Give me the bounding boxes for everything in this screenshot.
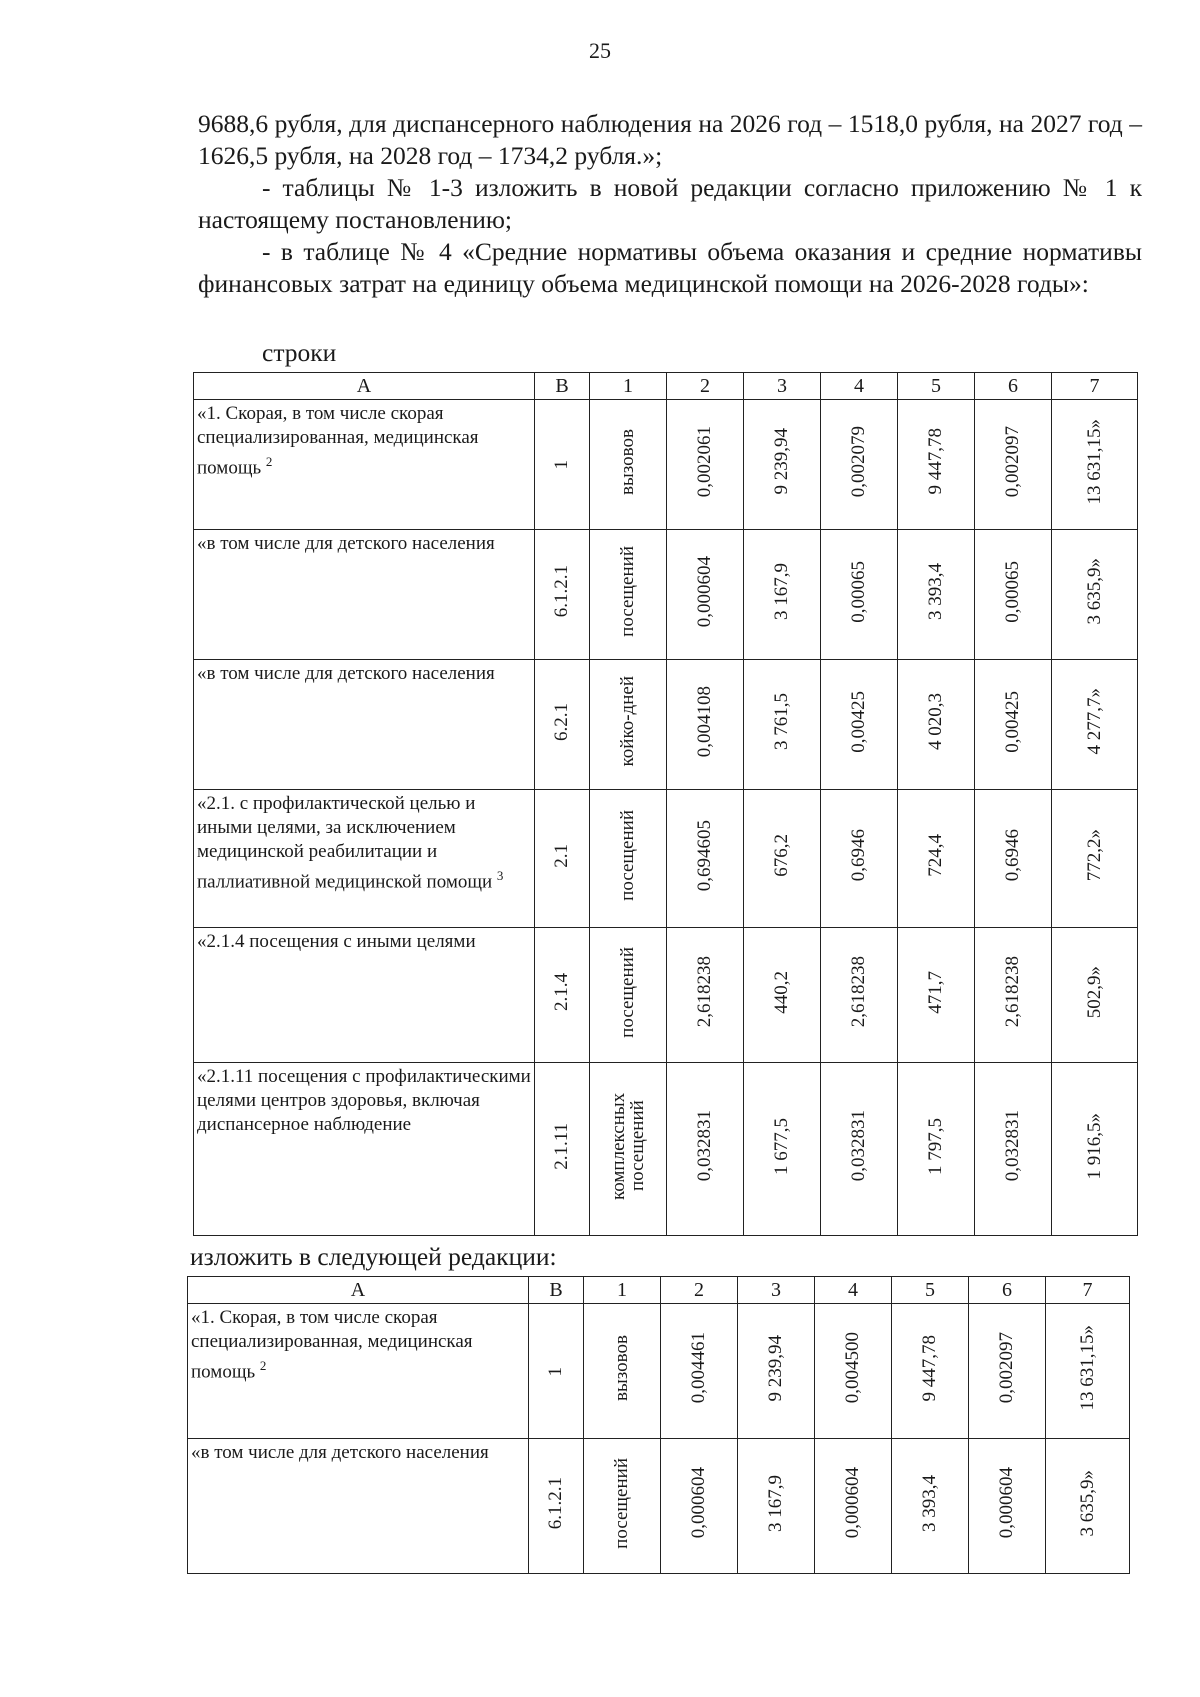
row-name-cell	[194, 790, 535, 928]
row-name: «2.1.11 посещения с профилактическими целями центров здоровья, включая диспансерное наблюдение	[197, 1066, 531, 1135]
row-code: 2.1.4	[551, 973, 572, 1011]
value: 0,694605	[694, 819, 715, 892]
row-unit: койко-дней	[617, 676, 638, 767]
value-cell	[821, 400, 898, 530]
header-cell: 4	[821, 373, 898, 400]
header-cell: 2	[667, 373, 744, 400]
value-cell	[815, 1304, 892, 1439]
value-cell	[975, 660, 1052, 790]
value-cell	[821, 790, 898, 928]
row-name-cell	[188, 1439, 529, 1574]
row-name: «в том числе для детского населения	[197, 533, 495, 554]
intro-paragraph-2: - таблицы № 1-3 изложить в новой редакции согласно приложению № 1 к настоящему постановлению;	[198, 173, 1142, 234]
row-unit: посещений	[617, 946, 638, 1038]
value: 4 277,7»	[1083, 688, 1105, 755]
table-row	[188, 1304, 1130, 1439]
value: 772,2»	[1083, 829, 1105, 882]
value: 2,618238	[848, 956, 869, 1028]
value-cell	[661, 1439, 738, 1574]
header-cell: В	[529, 1277, 584, 1304]
value-cell	[667, 928, 744, 1063]
row-name: «в том числе для детского населения	[197, 663, 495, 684]
value-cell	[667, 790, 744, 928]
value: 2,618238	[1002, 956, 1023, 1028]
value-cell	[975, 790, 1052, 928]
row-unit: комплексных посещений	[608, 1092, 648, 1200]
intro-paragraph-1: 9688,6 рубля, для диспансерного наблюдения на 2026 год – 1518,0 рубля, на 2027 год – 1626,5 рубля, на 2028 год – 1734,2 рубля.»;	[198, 109, 1142, 170]
row-code: 6.2.1	[551, 702, 572, 741]
row-code: 1	[545, 1366, 566, 1376]
row-name: «1. Скорая, в том числе скорая специализированная, медицинская помощь	[197, 403, 479, 479]
value-cell	[892, 1304, 969, 1439]
value: 0,000604	[688, 1467, 709, 1539]
row-code-cell	[535, 400, 590, 530]
value: 13 631,15»	[1076, 1325, 1098, 1411]
row-unit-cell	[590, 1063, 667, 1236]
value: 0,002097	[996, 1332, 1017, 1404]
footnote-mark: 3	[496, 868, 504, 883]
row-name: «1. Скорая, в том числе скорая специализированная, медицинская помощь	[191, 1307, 473, 1383]
value: 3 167,9	[765, 1474, 786, 1532]
value: 3 393,4	[919, 1474, 940, 1532]
value-cell	[975, 530, 1052, 660]
value: 0,002079	[848, 425, 869, 498]
footnote-mark: 2	[265, 454, 273, 469]
value: 0,00065	[848, 560, 869, 623]
value-cell	[815, 1439, 892, 1574]
row-code: 6.1.2.1	[545, 1476, 566, 1530]
value-cell	[892, 1439, 969, 1574]
value-cell	[898, 928, 975, 1063]
intro-paragraph-3: - в таблице № 4 «Средние нормативы объема оказания и средние нормативы финансовых затрат на единицу объема медицинской помощи на 2026-2028 годы»:	[198, 237, 1142, 298]
row-code-cell	[535, 790, 590, 928]
value-cell	[744, 1063, 821, 1236]
row-unit: вызовов	[611, 1335, 632, 1401]
value: 0,002061	[694, 425, 715, 498]
table-row	[194, 928, 1138, 1063]
value: 440,2	[771, 970, 792, 1014]
value: 1 677,5	[771, 1117, 792, 1175]
value: 0,000604	[694, 555, 715, 628]
row-unit-cell	[590, 790, 667, 928]
row-code-cell	[535, 660, 590, 790]
value-cell	[667, 400, 744, 530]
value-cell	[738, 1304, 815, 1439]
row-name-cell	[188, 1304, 529, 1439]
header-cell: 4	[815, 1277, 892, 1304]
value: 724,4	[925, 834, 946, 877]
value-cell	[1052, 790, 1138, 928]
row-unit: посещений	[617, 810, 638, 901]
header-cell: 6	[975, 373, 1052, 400]
value-cell	[821, 928, 898, 1063]
row-unit-cell	[584, 1304, 661, 1439]
row-unit: посещений	[611, 1457, 632, 1549]
value-cell	[1052, 530, 1138, 660]
value-cell	[661, 1304, 738, 1439]
row-code-cell	[529, 1304, 584, 1439]
row-name-cell	[194, 660, 535, 790]
row-unit-cell	[590, 660, 667, 790]
value: 0,00065	[1002, 560, 1023, 623]
row-name: «2.1. с профилактической целью и иными целями, за исключением медицинской реабилитации и паллиативной медицинской помощи	[197, 793, 493, 893]
header-cell: В	[535, 373, 590, 400]
header-cell: 1	[590, 373, 667, 400]
row-unit: посещений	[617, 546, 638, 637]
value: 2,618238	[694, 956, 715, 1028]
value: 0,004108	[694, 685, 715, 758]
value: 0,00425	[1002, 690, 1023, 753]
header-cell: 3	[744, 373, 821, 400]
value-cell	[1046, 1439, 1130, 1574]
value: 0,000604	[842, 1467, 863, 1539]
row-code-cell	[535, 928, 590, 1063]
value-cell	[898, 1063, 975, 1236]
table-row	[194, 1063, 1138, 1236]
value-cell	[975, 400, 1052, 530]
intro-text	[198, 108, 1142, 300]
value: 1 916,5»	[1083, 1112, 1105, 1180]
header-cell: А	[188, 1277, 529, 1304]
row-name: «2.1.4 посещения с иными целями	[197, 931, 476, 952]
value-cell	[969, 1439, 1046, 1574]
value: 502,9»	[1083, 965, 1105, 1019]
header-cell: 6	[969, 1277, 1046, 1304]
value: 0,6946	[1002, 829, 1023, 882]
header-cell: 2	[661, 1277, 738, 1304]
value: 676,2	[771, 834, 792, 877]
value: 0,00425	[848, 690, 869, 753]
value: 9 447,78	[925, 428, 946, 495]
header-cell: 3	[738, 1277, 815, 1304]
value-cell	[667, 530, 744, 660]
value-cell	[975, 1063, 1052, 1236]
value-cell	[744, 790, 821, 928]
row-name: «в том числе для детского населения	[191, 1442, 489, 1463]
row-name-cell	[194, 1063, 535, 1236]
row-unit: вызовов	[617, 428, 638, 495]
value: 3 167,9	[771, 563, 792, 620]
table-row	[194, 530, 1138, 660]
table-row	[194, 790, 1138, 928]
row-code: 6.1.2.1	[551, 565, 572, 618]
row-code-cell	[529, 1439, 584, 1574]
table-row	[194, 660, 1138, 790]
header-cell: 7	[1052, 373, 1138, 400]
value-cell	[898, 530, 975, 660]
page-number: 25	[589, 38, 611, 63]
row-unit-cell	[584, 1439, 661, 1574]
row-name-cell	[194, 928, 535, 1063]
value-cell	[1052, 1063, 1138, 1236]
value-cell	[975, 928, 1052, 1063]
value-cell	[744, 660, 821, 790]
value-cell	[744, 530, 821, 660]
row-code-cell	[535, 1063, 590, 1236]
header-cell: А	[194, 373, 535, 400]
value: 1 797,5	[925, 1117, 946, 1175]
header-cell: 5	[892, 1277, 969, 1304]
new-table-header-row	[188, 1277, 1130, 1304]
value: 0,032831	[694, 1110, 715, 1182]
value: 0,032831	[1002, 1110, 1023, 1182]
value: 9 239,94	[765, 1334, 786, 1402]
value: 471,7	[925, 970, 946, 1014]
value-cell	[969, 1304, 1046, 1439]
row-code: 2.1	[551, 843, 572, 868]
value-cell	[744, 928, 821, 1063]
label-rows: строки	[262, 338, 337, 367]
label-new-edition: изложить в следующей редакции:	[190, 1242, 557, 1271]
header-cell: 5	[898, 373, 975, 400]
value: 0,002097	[1002, 425, 1023, 498]
row-unit-cell	[590, 400, 667, 530]
row-code: 1	[551, 460, 572, 470]
row-name-cell	[194, 530, 535, 660]
value-cell	[738, 1439, 815, 1574]
value-cell	[821, 530, 898, 660]
row-unit-cell	[590, 530, 667, 660]
header-cell: 7	[1046, 1277, 1130, 1304]
row-code-cell	[535, 530, 590, 660]
value-cell	[667, 1063, 744, 1236]
new-table	[187, 1276, 1130, 1574]
value: 0,000604	[996, 1467, 1017, 1539]
value: 9 239,94	[771, 428, 792, 495]
value-cell	[898, 790, 975, 928]
value: 0,004500	[842, 1332, 863, 1404]
row-name-cell	[194, 400, 535, 530]
table-row	[194, 400, 1138, 530]
value-cell	[667, 660, 744, 790]
header-cell: 1	[584, 1277, 661, 1304]
row-code: 2.1.11	[551, 1122, 572, 1170]
value: 3 635,9»	[1083, 558, 1105, 625]
value-cell	[821, 660, 898, 790]
value: 13 631,15»	[1083, 418, 1105, 505]
value-cell	[898, 660, 975, 790]
value-cell	[744, 400, 821, 530]
value: 0,6946	[848, 829, 869, 882]
value-cell	[898, 400, 975, 530]
value-cell	[821, 1063, 898, 1236]
value-cell	[1046, 1304, 1130, 1439]
value: 0,004461	[688, 1332, 709, 1404]
table-row	[188, 1439, 1130, 1574]
value: 0,032831	[848, 1110, 869, 1182]
old-table-header-row	[194, 373, 1138, 400]
value: 3 635,9»	[1076, 1469, 1098, 1537]
value: 3 761,5	[771, 693, 792, 750]
value-cell	[1052, 660, 1138, 790]
value-cell	[1052, 400, 1138, 530]
value: 4 020,3	[925, 693, 946, 750]
old-table	[193, 372, 1138, 1236]
footnote-mark: 2	[259, 1358, 267, 1373]
value: 3 393,4	[925, 563, 946, 620]
value: 9 447,78	[919, 1334, 940, 1402]
value-cell	[1052, 928, 1138, 1063]
row-unit-cell	[590, 928, 667, 1063]
